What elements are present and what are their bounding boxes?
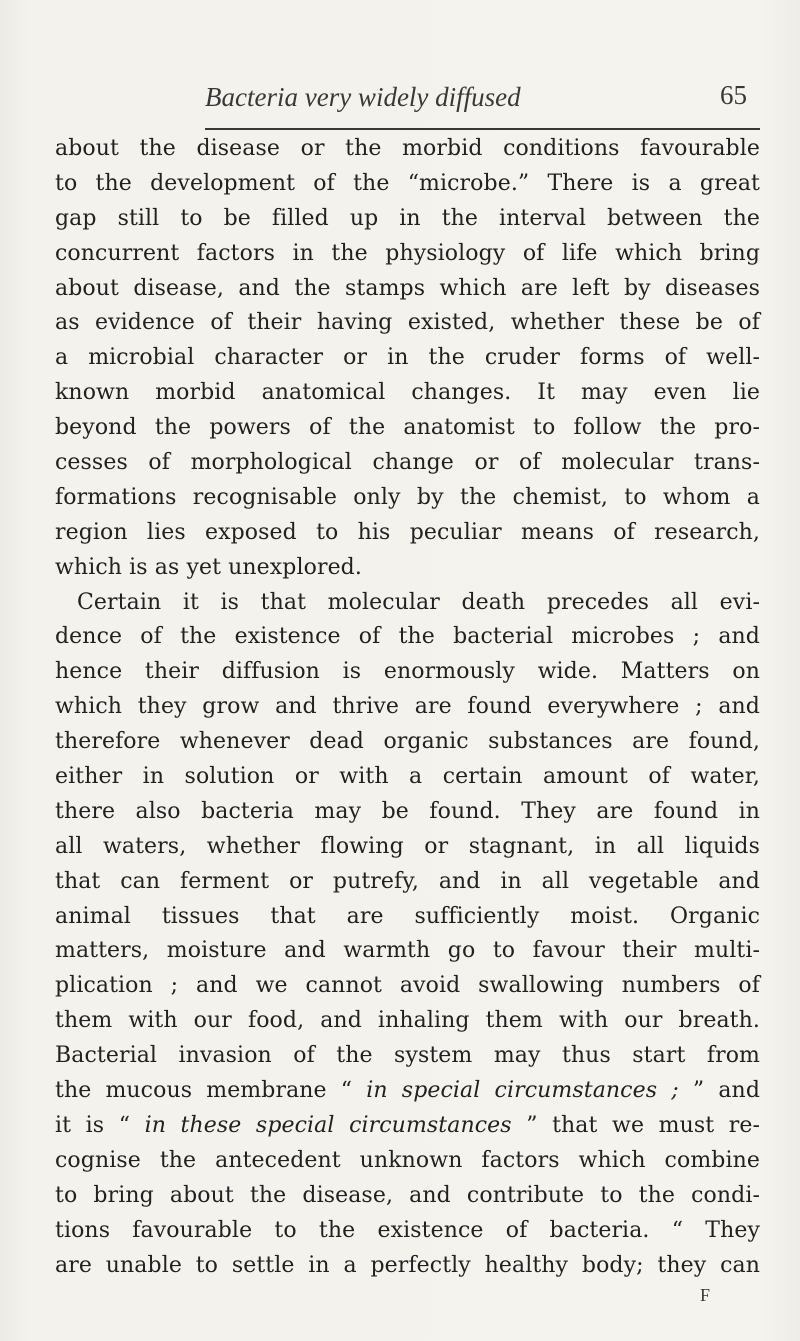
text-line: are unable to settle in a perfectly healthy body; they can	[55, 1252, 760, 1278]
text-line: tions favourable to the existence of bacteria. “ They	[55, 1217, 760, 1243]
text-line: either in solution or with a certain amount of water,	[55, 764, 760, 790]
text-line: dence of the existence of the bacterial microbes ; and	[55, 624, 760, 650]
text-line: to bring about the disease, and contribute to the condi-	[55, 1182, 760, 1208]
text-line: plication ; and we cannot avoid swallowing numbers of	[55, 973, 760, 999]
text-line: as evidence of their having existed, whether these be of	[55, 310, 760, 336]
text-line: that can ferment or putrefy, and in all vegetable and	[55, 868, 760, 894]
text-line: a microbial character or in the cruder forms of well-	[55, 345, 760, 371]
text-line-paragraph-start: Certain it is that molecular death precedes all evi-	[77, 589, 760, 615]
text-line: cognise the antecedent unknown factors which combine	[55, 1147, 760, 1173]
header-rule	[205, 128, 760, 130]
running-title: Bacteria very widely diffused	[205, 82, 521, 112]
italic-phrase: in these special circumstances	[144, 1112, 512, 1138]
text-line: there also bacteria may be found. They are found in	[55, 798, 760, 824]
italic-phrase: in special circumstances ;	[366, 1078, 679, 1104]
text-line: hence their diffusion is enormously wide. Matters on	[55, 659, 760, 685]
running-header	[0, 62, 800, 112]
text-line: region lies exposed to his peculiar means of research,	[55, 519, 760, 545]
signature-mark: F	[700, 1285, 711, 1305]
text-line: matters, moisture and warmth go to favour their multi-	[55, 938, 760, 964]
text-line: beyond the powers of the anatomist to follow the pro-	[55, 415, 760, 441]
text-line: formations recognisable only by the chemist, to whom a	[55, 484, 760, 510]
text-line: which they grow and thrive are found everywhere ; and	[55, 694, 760, 720]
text-line: about the disease or the morbid conditions favourable	[55, 136, 760, 161]
text-line: therefore whenever dead organic substances are found,	[55, 729, 760, 755]
text-line: concurrent factors in the physiology of life which bring	[55, 240, 760, 266]
text-line: them with our food, and inhaling them with our breath.	[55, 1008, 760, 1034]
text-line: cesses of morphological change or of molecular trans-	[55, 450, 760, 476]
text-line: Bacterial invasion of the system may thus start from	[55, 1043, 760, 1069]
text-line: known morbid anatomical changes. It may even lie	[55, 380, 760, 406]
text-line-with-italic: it is “ in these special circumstances ” that we must re-	[55, 1112, 760, 1138]
text-line: all waters, whether flowing or stagnant, in all liquids	[55, 833, 760, 859]
body-text	[55, 132, 760, 1283]
page-number: 65	[720, 80, 747, 110]
text-line-with-italic: the mucous membrane “ in special circumstances ; ” and	[55, 1078, 761, 1104]
text-line-paragraph-end: which is as yet unexplored.	[55, 554, 362, 580]
text-line: to the development of the “microbe.” There is a great	[55, 170, 760, 196]
text-line: animal tissues that are sufficiently moist. Organic	[55, 903, 760, 929]
text-line: about disease, and the stamps which are left by diseases	[55, 275, 760, 301]
text-line: gap still to be filled up in the interval between the	[55, 205, 760, 231]
